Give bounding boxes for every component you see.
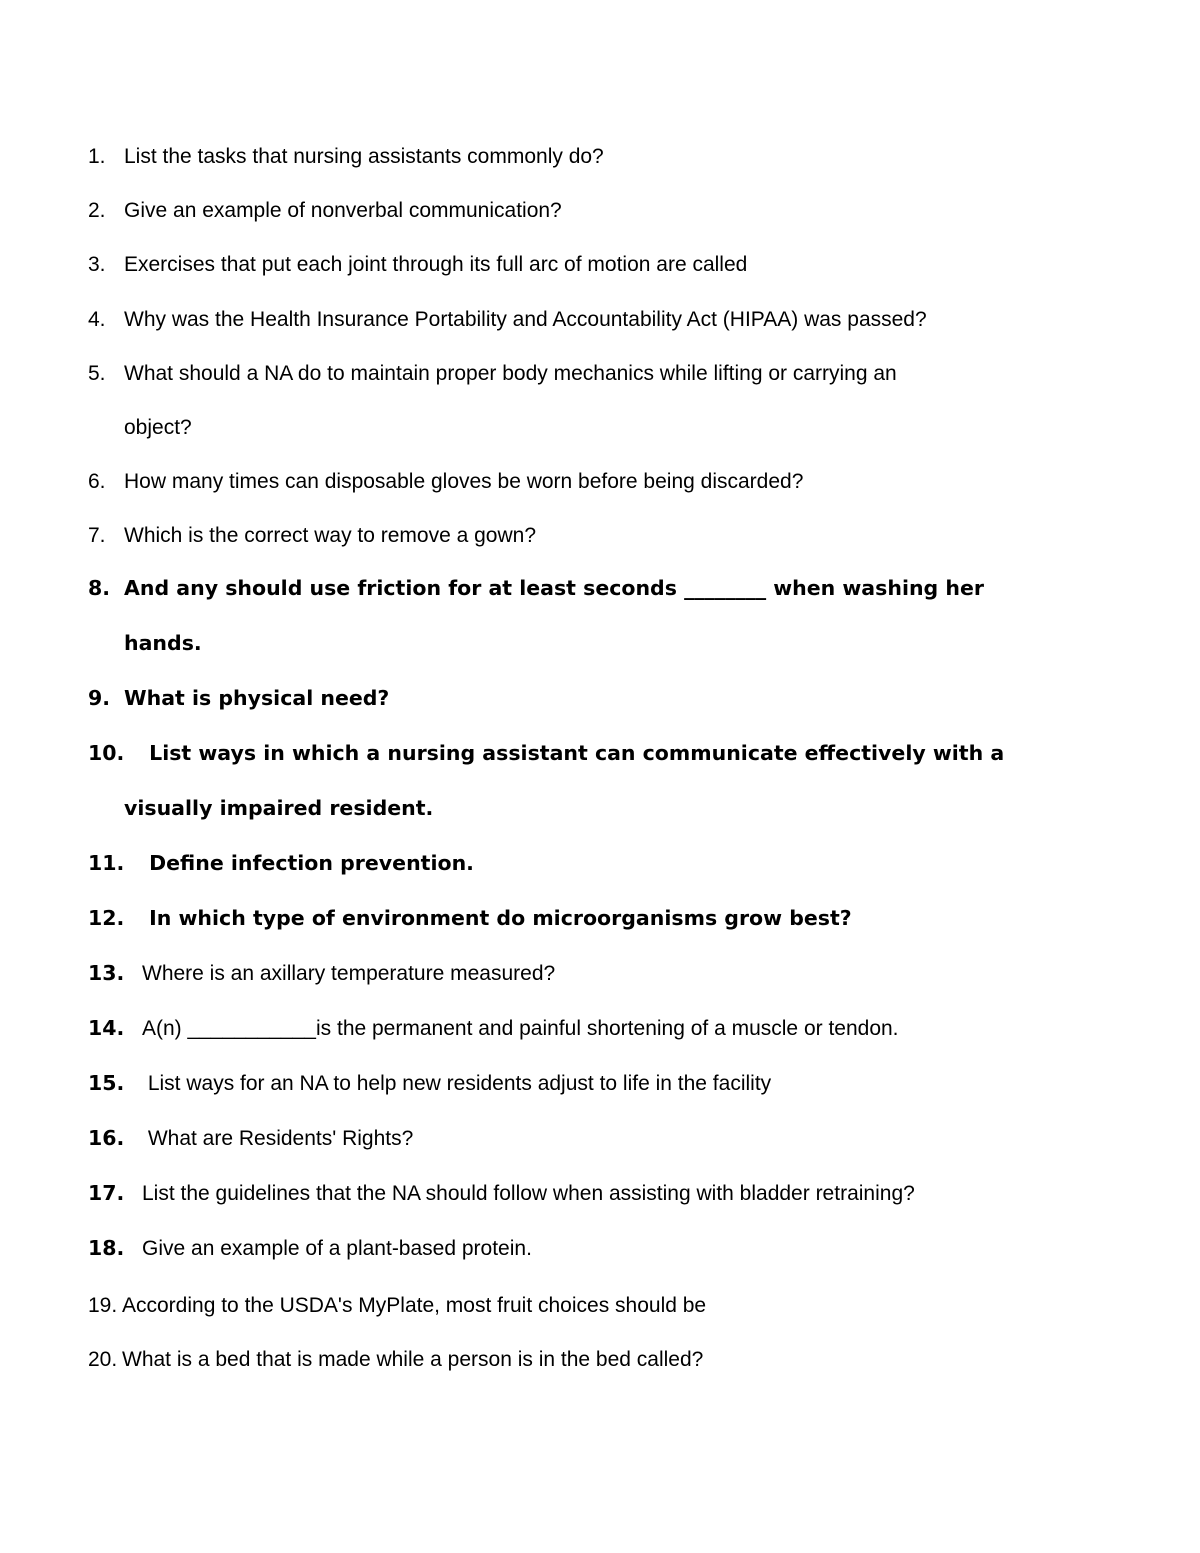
question-number: 5. — [88, 362, 106, 385]
question-number: 11. — [88, 851, 125, 875]
question-8 — [88, 578, 1148, 599]
question-text: List the tasks that nursing assistants commonly do? — [124, 145, 604, 168]
question-text: Exercises that put each joint through its full arc of motion are called — [124, 253, 748, 276]
question-text: What are Residents' Rights? — [142, 1127, 414, 1150]
question-17 — [88, 1183, 1148, 1204]
question-text: What should a NA do to maintain proper body mechanics while lifting or carrying an — [124, 362, 897, 385]
question-text: Which is the correct way to remove a gown? — [124, 524, 537, 547]
question-1 — [88, 146, 1148, 167]
question-5 — [88, 363, 1148, 384]
question-7 — [88, 525, 1148, 546]
question-number: 16. — [88, 1126, 125, 1150]
question-text: In which type of environment do microorganisms grow best? — [142, 906, 852, 930]
question-number: 3. — [88, 253, 106, 276]
question-number: 6. — [88, 470, 106, 493]
question-12 — [88, 908, 1148, 929]
question-20 — [88, 1349, 1148, 1370]
question-text: Where is an axillary temperature measured? — [142, 962, 556, 985]
question-text: List ways in which a nursing assistant can communicate effectively with a — [142, 741, 1005, 765]
question-text: A(n) ___________is the permanent and painful shortening of a muscle or tendon. — [142, 1017, 899, 1040]
question-11 — [88, 853, 1148, 874]
question-number: 17. — [88, 1181, 125, 1205]
question-text: Give an example of a plant-based protein. — [142, 1237, 532, 1260]
question-14 — [88, 1018, 1148, 1039]
question-number: 18. — [88, 1236, 125, 1260]
question-text: What is a bed that is made while a person is in the bed called? — [122, 1348, 704, 1371]
question-text: According to the USDA's MyPlate, most fruit choices should be — [122, 1294, 707, 1317]
question-number: 8. — [88, 576, 111, 600]
question-4 — [88, 309, 1148, 330]
question-6 — [88, 471, 1148, 492]
question-number: 10. — [88, 741, 125, 765]
question-number: 19. — [88, 1294, 118, 1317]
question-number: 4. — [88, 308, 106, 331]
question-text: What is physical need? — [124, 686, 390, 710]
question-number: 7. — [88, 524, 106, 547]
question-text: Define infection prevention. — [142, 851, 474, 875]
question-13 — [88, 963, 1148, 984]
question-number: 14. — [88, 1016, 125, 1040]
question-text: Give an example of nonverbal communication? — [124, 199, 562, 222]
question-number: 15. — [88, 1071, 125, 1095]
question-number: 20. — [88, 1348, 118, 1371]
question-8-continuation: hands. — [124, 631, 202, 655]
question-text: How many times can disposable gloves be worn before being discarded? — [124, 470, 804, 493]
question-text: List the guidelines that the NA should follow when assisting with bladder retraining? — [142, 1182, 915, 1205]
question-text: Why was the Health Insurance Portability and Accountability Act (HIPAA) was passed? — [124, 308, 927, 331]
question-9 — [88, 688, 1148, 709]
question-2 — [88, 200, 1148, 221]
question-19 — [88, 1295, 1148, 1316]
question-18 — [88, 1238, 1148, 1259]
question-16 — [88, 1128, 1148, 1149]
question-text: List ways for an NA to help new residents adjust to life in the facility — [142, 1072, 772, 1095]
question-number: 12. — [88, 906, 125, 930]
question-number: 2. — [88, 199, 106, 222]
question-number: 13. — [88, 961, 125, 985]
question-15 — [88, 1073, 1148, 1094]
question-number: 9. — [88, 686, 111, 710]
question-number: 1. — [88, 145, 106, 168]
question-3 — [88, 254, 1148, 275]
question-text: And any should use friction for at least seconds ________ when washing her — [124, 576, 984, 600]
question-10 — [88, 743, 1148, 764]
question-10-continuation: visually impaired resident. — [124, 796, 434, 820]
question-5-continuation: object? — [124, 416, 192, 439]
